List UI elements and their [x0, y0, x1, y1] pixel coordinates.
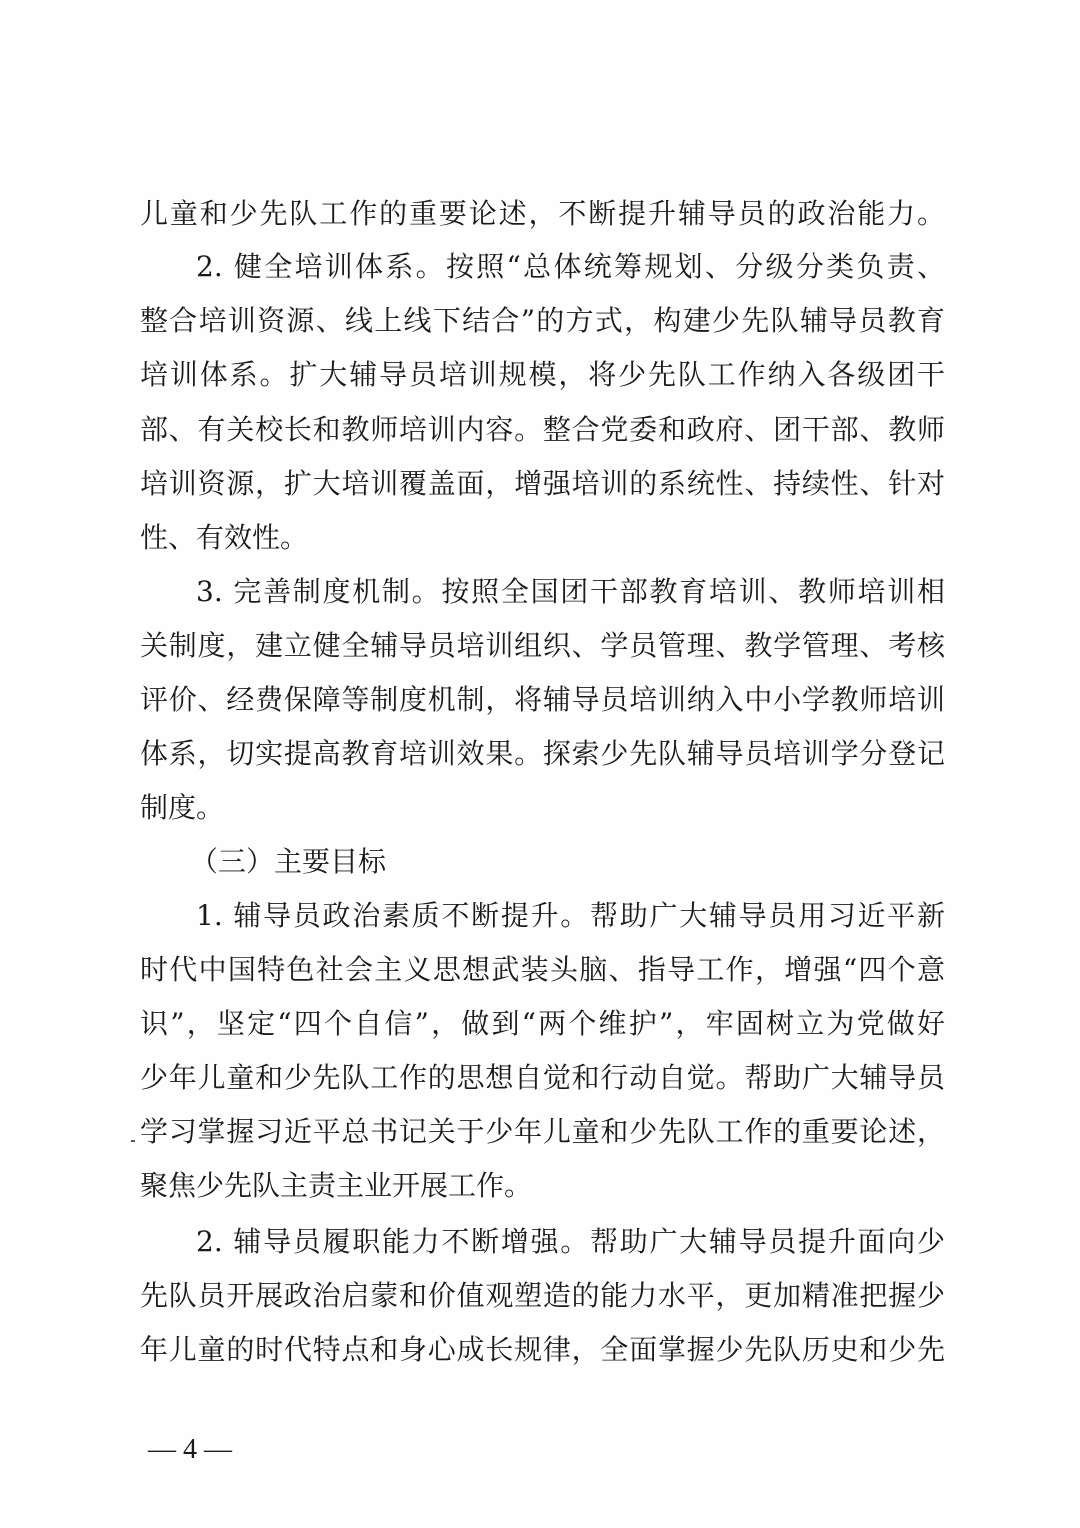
text-line-17: 少年儿童和少先队工作的思想自觉和行动自觉。帮助广大辅导员 — [140, 1061, 945, 1094]
text-line-3: 整合培训资源、线上线下结合”的方式，构建少先队辅导员教育 — [140, 304, 945, 337]
text-line-2: 2. 健全培训体系。按照“总体统筹规划、分级分类负责、 — [196, 250, 945, 283]
text-line-12: 制度。 — [140, 791, 225, 824]
scan-speck — [131, 1140, 135, 1142]
text-line-7: 性、有效性。 — [140, 521, 309, 554]
text-line-5: 部、有关校长和教师培训内容。整合党委和政府、团干部、教师 — [140, 413, 945, 446]
text-line-4: 培训体系。扩大辅导员培训规模，将少先队工作纳入各级团干 — [140, 358, 945, 391]
text-line-18: 学习掌握习近平总书记关于少年儿童和少先队工作的重要论述， — [140, 1115, 945, 1148]
page-number: — 4 — — [148, 1434, 232, 1465]
text-line-21: 先队员开展政治启蒙和价值观塑造的能力水平，更加精准把握少 — [140, 1279, 945, 1312]
text-line-16: 识”，坚定“四个自信”，做到“两个维护”，牢固树立为党做好 — [140, 1007, 945, 1040]
text-line-6: 培训资源，扩大培训覆盖面，增强培训的系统性、持续性、针对 — [140, 467, 945, 500]
text-line-1: 儿童和少先队工作的重要论述，不断提升辅导员的政治能力。 — [140, 197, 945, 230]
text-line-9: 关制度，建立健全辅导员培训组织、学员管理、教学管理、考核 — [140, 629, 945, 662]
text-line-11: 体系，切实提高教育培训效果。探索少先队辅导员培训学分登记 — [140, 737, 945, 770]
text-line-19: 聚焦少先队主责主业开展工作。 — [140, 1169, 533, 1202]
text-line-14: 1. 辅导员政治素质不断提升。帮助广大辅导员用习近平新 — [196, 899, 945, 932]
text-line-15: 时代中国特色社会主义思想武装头脑、指导工作，增强“四个意 — [140, 953, 945, 986]
text-line-8: 3. 完善制度机制。按照全国团干部教育培训、教师培训相 — [196, 575, 945, 608]
text-line-22: 年儿童的时代特点和身心成长规律，全面掌握少先队历史和少先 — [140, 1333, 945, 1366]
text-line-20: 2. 辅导员履职能力不断增强。帮助广大辅导员提升面向少 — [196, 1225, 945, 1258]
section-heading: （三）主要目标 — [190, 845, 387, 878]
text-line-10: 评价、经费保障等制度机制，将辅导员培训纳入中小学教师培训 — [140, 683, 945, 716]
